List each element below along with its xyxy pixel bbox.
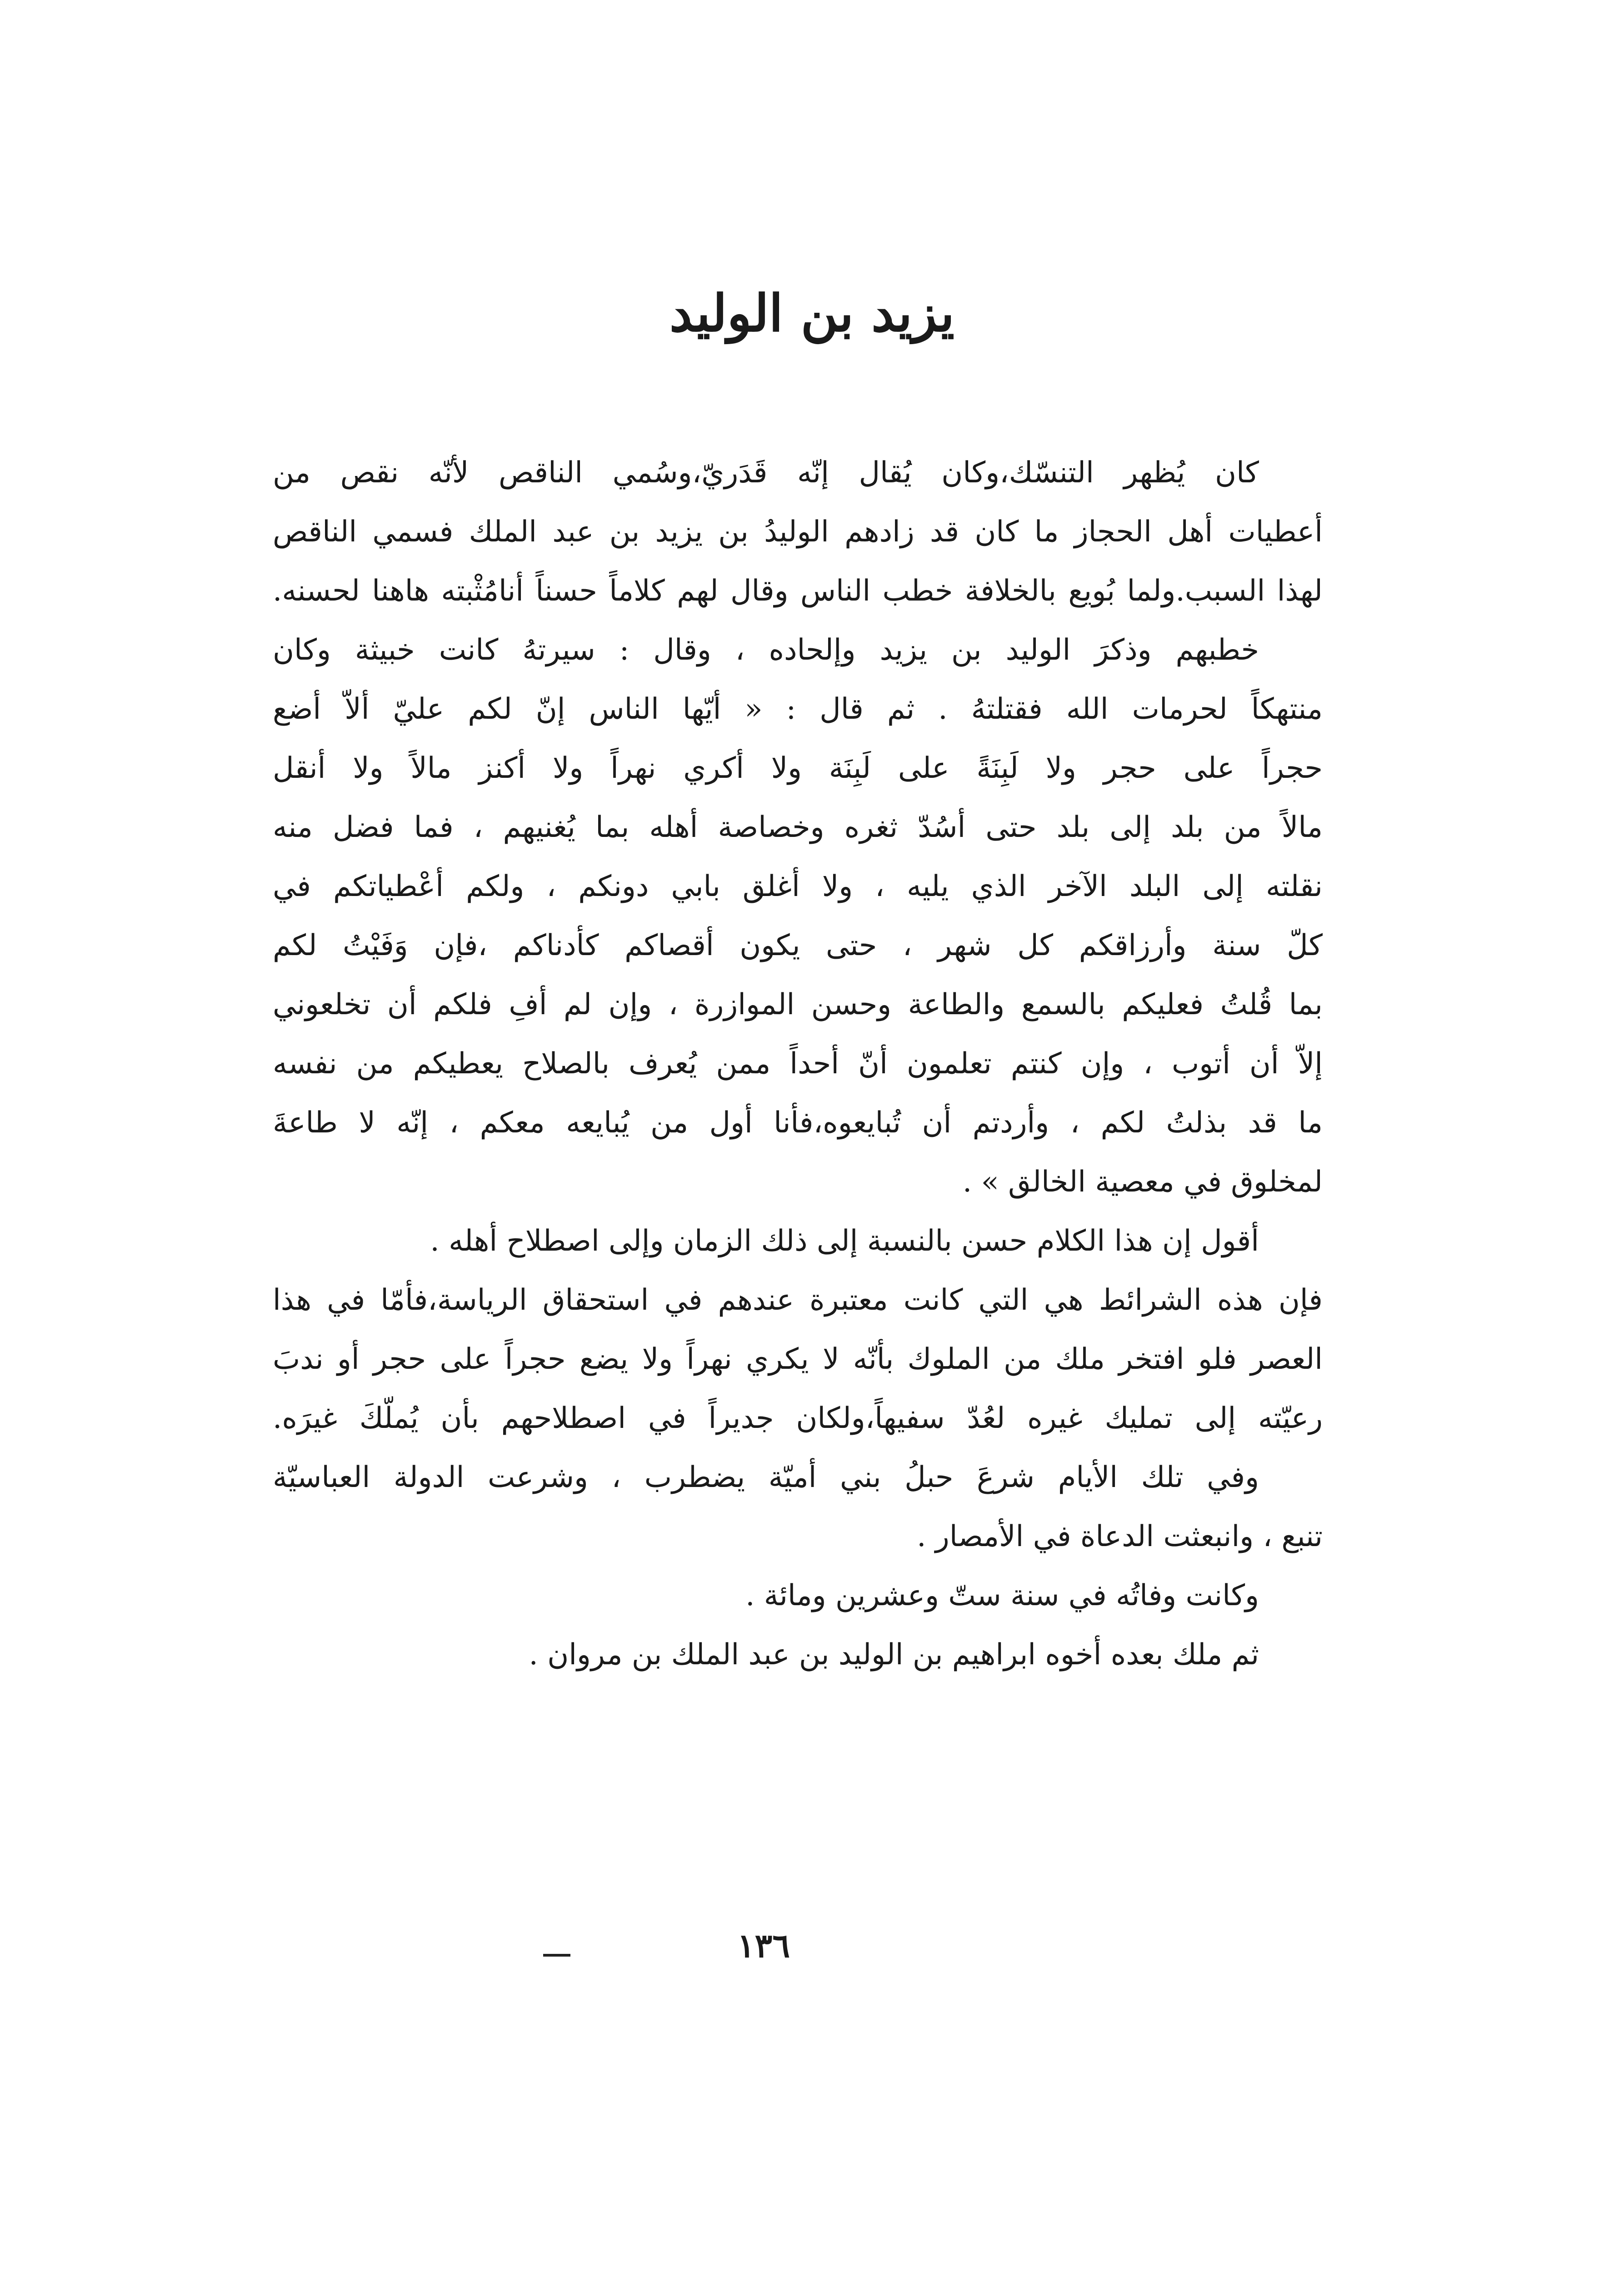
text-line: حجراً على حجر ولا لَبِنَةً على لَبِنَة ولا أكري نهراً ولا أكنز مالاً ولا أنقل (273, 751, 1323, 785)
text-line: أعطيات أهل الحجاز ما كان قد زادهم الوليدُ بن يزيد بن عبد الملك فسمي الناقص (273, 515, 1323, 549)
text-line: العصر فلو افتخر ملك من الملوك بأنّه لا يكري نهراً ولا يضع حجراً على حجر أو ندبَ (273, 1342, 1323, 1376)
text-line: وكانت وفاتُه في سنة ستّ وعشرين ومائة . (745, 1579, 1259, 1612)
text-line: نقلته إلى البلد الآخر الذي يليه ، ولا أغلق بابي دونكم ، ولكم أعْطياتكم في (273, 870, 1323, 903)
page-title: يزيد بن الوليد (669, 284, 955, 343)
text-line: بما قُلتُ فعليكم بالسمع والطاعة وحسن الموازرة ، وإن لم أفِ فلكم أن تخلعوني (273, 988, 1323, 1021)
text-line: كلّ سنة وأرزاقكم كل شهر ، حتى يكون أقصاكم كأدناكم ،فإن وَفَيْتُ لكم (273, 929, 1323, 962)
text-line: فإن هذه الشرائط هي التي كانت معتبرة عندهم في استحقاق الرياسة،فأمّا في هذا (273, 1283, 1323, 1317)
text-line: إلاّ أن أتوب ، وإن كنتم تعلمون أنّ أحداً ممن يُعرف بالصلاح يعطيكم من نفسه (273, 1047, 1323, 1081)
text-line: منتهكاً لحرمات الله فقتلتهُ . ثم قال : « أيّها الناس إنّ لكم عليّ ألاّ أضع (273, 692, 1323, 726)
text-line: ما قد بذلتُ لكم ، وأردتم أن تُبايعوه،فأنا أول من يُبايعه معكم ، إنّه لا طاعةَ (273, 1106, 1323, 1140)
text-line: لهذا السبب.ولما بُويع بالخلافة خطب الناس وقال لهم كلاماً حسناً أنامُثْبته هاهنا لحسنه. (273, 574, 1323, 608)
text-line: خطبهم وذكرَ الوليد بن يزيد وإلحاده ، وقال : سيرتهُ كانت خبيثة وكان (273, 633, 1259, 667)
dash-mark (543, 1954, 570, 1957)
page-number: ١٣٦ (737, 1926, 790, 1965)
text-line: لمخلوق في معصية الخالق » . (962, 1165, 1323, 1199)
text-line: وفي تلك الأيام شرعَ حبلُ بني أميّة يضطرب ، وشرعت الدولة العباسيّة (273, 1461, 1259, 1494)
text-line: تنبع ، وانبعثت الدعاة في الأمصار . (917, 1520, 1323, 1553)
text-line: كان يُظهر التنسّك،وكان يُقال إنّه قَدَريّ،وسُمي الناقص لأنّه نقص من (273, 456, 1259, 490)
text-line: مالاً من بلد إلى بلد حتى أسُدّ ثغره وخصاصة أهله بما يُغنيهم ، فما فضل منه (273, 811, 1323, 844)
text-line: أقول إن هذا الكلام حسن بالنسبة إلى ذلك الزمان وإلى اصطلاح أهله . (430, 1224, 1259, 1258)
body-text (273, 443, 1323, 1684)
text-line: ثم ملك بعده أخوه ابراهيم بن الوليد بن عبد الملك بن مروان . (529, 1638, 1259, 1672)
text-line: رعيّته إلى تمليك غيره لعُدّ سفيهاً،ولكان جديراً في اصطلاحهم بأن يُملّكَ غيرَه. (273, 1402, 1323, 1435)
